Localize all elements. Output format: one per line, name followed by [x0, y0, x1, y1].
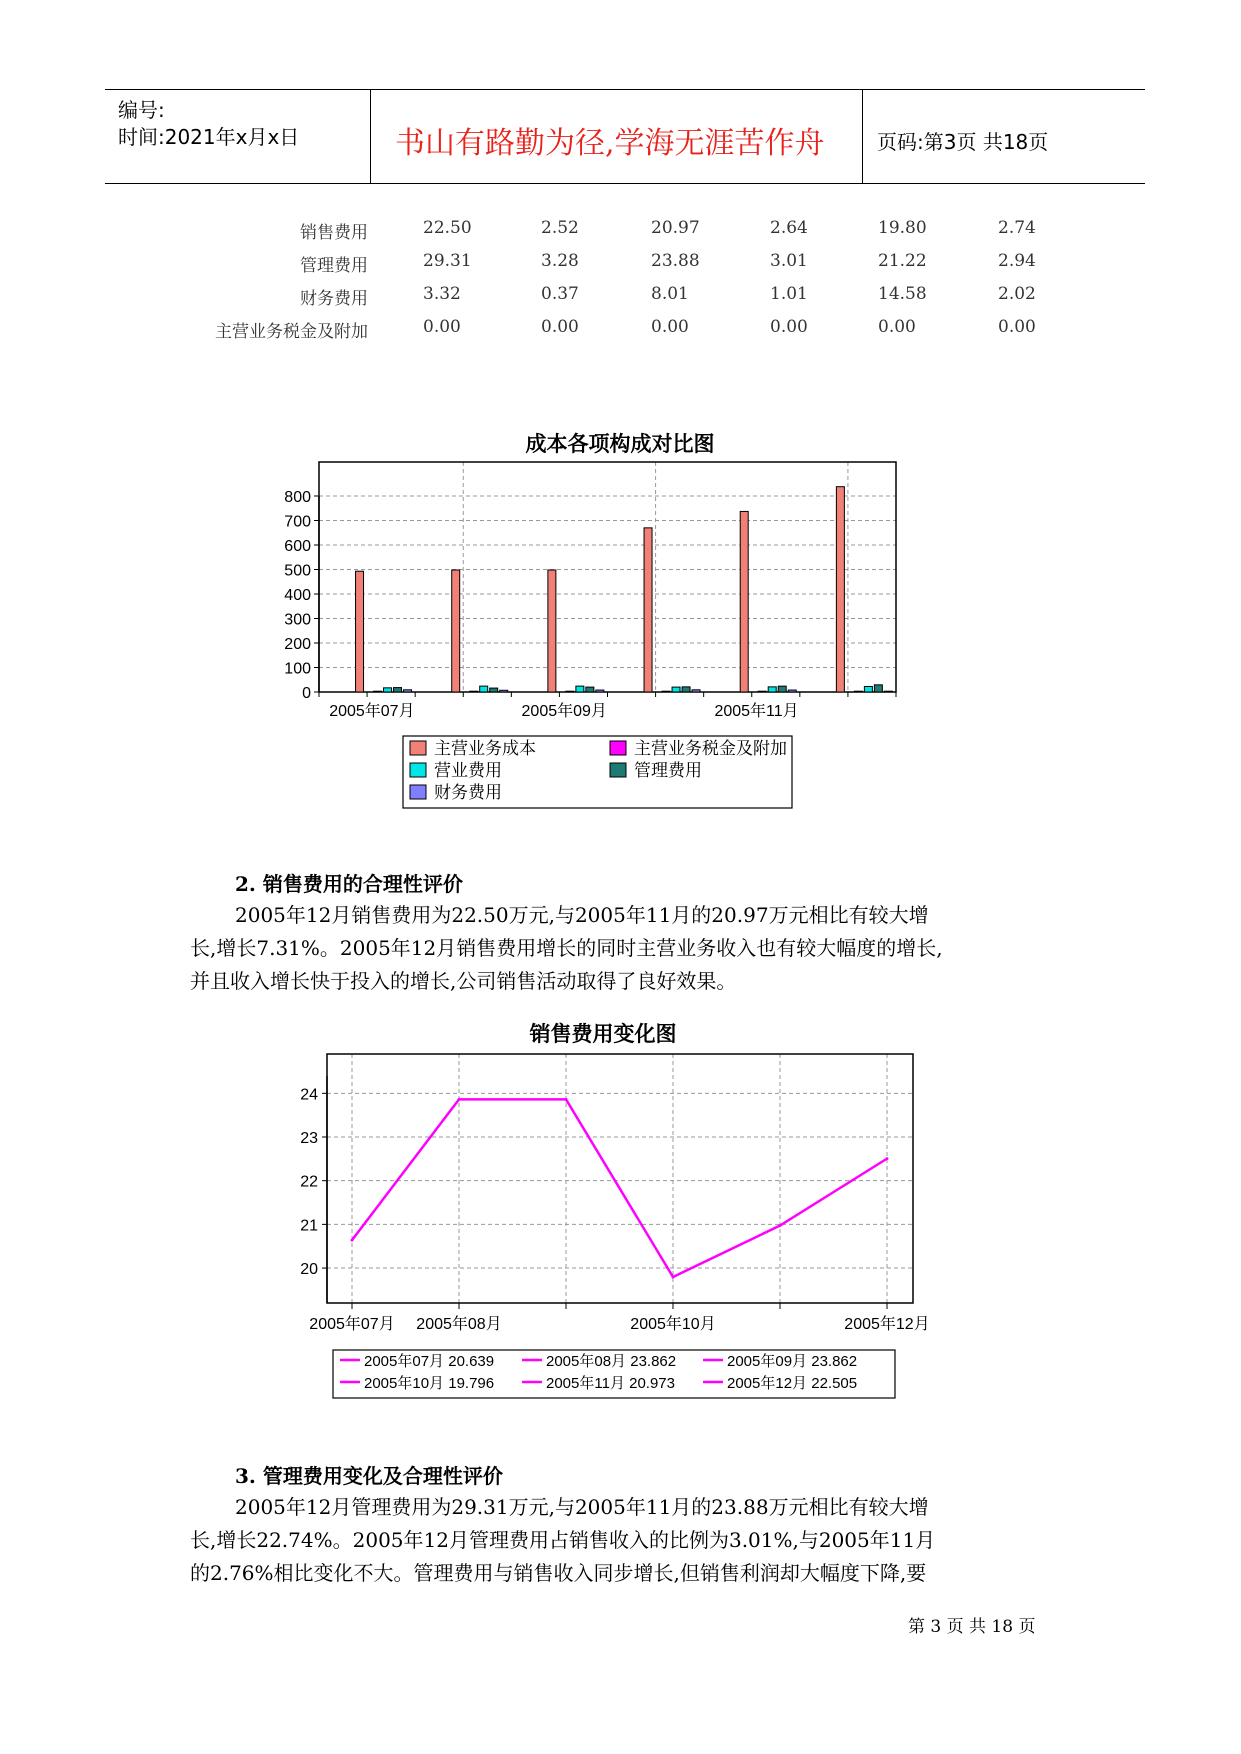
doc-number-label: 编号: — [118, 98, 165, 122]
bar — [394, 688, 402, 692]
table-cell: 2.74 — [998, 218, 1036, 238]
table-cell: 21.22 — [878, 251, 927, 271]
table-cell: 2.02 — [998, 284, 1036, 304]
table-cell: 23.88 — [651, 251, 700, 271]
row-label: 管理费用 — [300, 256, 368, 276]
table-cell: 8.01 — [651, 284, 689, 304]
doc-time-label: 时间:2021年x月x日 — [118, 125, 300, 149]
table-cell: 0.00 — [770, 317, 808, 337]
legend-swatch — [410, 785, 426, 799]
bar — [500, 690, 508, 692]
y-tick-label: 500 — [284, 562, 311, 580]
legend-label: 2005年12月 22.505 — [727, 1375, 858, 1392]
bar — [778, 686, 786, 692]
data-point — [565, 1098, 568, 1101]
header-divider-right — [862, 89, 863, 184]
bar — [470, 691, 478, 692]
table-cell: 0.00 — [878, 317, 916, 337]
table-cell: 3.01 — [770, 251, 808, 271]
paragraph-line: 2005年12月销售费用为22.50万元,与2005年11月的20.97万元相比有较大增 — [235, 903, 929, 927]
chart-title: 成本各项构成对比图 — [525, 432, 715, 456]
row-label: 财务费用 — [300, 289, 368, 309]
table-cell: 0.00 — [423, 317, 461, 337]
table-cell: 2.94 — [998, 251, 1036, 271]
row-label: 销售费用 — [300, 223, 368, 243]
legend-label: 2005年11月 20.973 — [546, 1375, 675, 1392]
y-tick-label: 24 — [300, 1086, 318, 1104]
chart-grid — [319, 462, 896, 692]
header-motto: 书山有路勤为径,学海无涯苦作舟 — [395, 126, 825, 161]
series-line — [352, 1099, 887, 1277]
bar — [404, 690, 412, 692]
page-footer: 第 3 页 共 18 页 — [908, 1617, 1036, 1637]
section-heading: 3. 管理费用变化及合理性评价 — [235, 1464, 503, 1488]
y-tick-label: 100 — [284, 660, 311, 678]
sales-expense-line-chart — [0, 1010, 1241, 1410]
legend-label: 营业费用 — [434, 761, 502, 780]
row-label: 主营业务税金及附加 — [215, 322, 368, 342]
y-tick-label: 600 — [284, 538, 311, 555]
plot-frame — [327, 1054, 913, 1303]
paragraph-line: 2005年12月管理费用为29.31万元,与2005年11月的23.88万元相比有较大增 — [235, 1495, 929, 1519]
paragraph-line: 长,增长7.31%。2005年12月销售费用增长的同时主营业务收入也有较大幅度的增长, — [190, 936, 943, 960]
bar — [480, 686, 488, 692]
y-tick-label: 23 — [300, 1130, 318, 1147]
data-point — [351, 1239, 354, 1242]
bar — [374, 691, 382, 692]
legend-label: 主营业务成本 — [434, 739, 536, 758]
bar — [864, 686, 872, 692]
paragraph-line: 长,增长22.74%。2005年12月管理费用占销售收入的比例为3.01%,与2005年11月 — [190, 1528, 936, 1552]
bar — [356, 571, 364, 692]
x-tick-label: 2005年08月 — [416, 1316, 502, 1333]
legend-swatch — [610, 763, 626, 777]
bar — [692, 690, 700, 692]
bar — [586, 687, 594, 692]
y-tick-label: 0 — [302, 685, 311, 702]
table-cell: 29.31 — [423, 251, 472, 271]
data-point — [886, 1157, 889, 1160]
table-cell: 2.64 — [770, 218, 808, 238]
chart-title: 销售费用变化图 — [529, 1022, 677, 1046]
bar — [490, 688, 498, 692]
x-tick-label: 2005年09月 — [521, 703, 607, 720]
table-cell: 14.58 — [878, 284, 927, 304]
data-point — [672, 1275, 675, 1278]
bar — [836, 487, 844, 692]
table-row — [0, 284, 1241, 314]
chart-legend — [333, 1350, 895, 1398]
table-cell: 20.97 — [651, 218, 700, 238]
line-series — [351, 1098, 889, 1279]
table-cell: 19.80 — [878, 218, 927, 238]
table-cell: 0.00 — [541, 317, 579, 337]
bar — [854, 691, 862, 692]
legend-swatch — [410, 763, 426, 777]
bar — [682, 687, 690, 692]
x-tick-label: 2005年10月 — [630, 1316, 716, 1333]
header-page-info: 页码:第3页 共18页 — [877, 130, 1049, 154]
legend-label: 2005年10月 19.796 — [364, 1375, 495, 1392]
x-tick-label: 2005年11月 — [714, 703, 799, 720]
bar — [758, 691, 766, 692]
y-axis — [300, 1076, 327, 1303]
section-heading: 2. 销售费用的合理性评价 — [235, 872, 463, 896]
bar — [884, 691, 892, 692]
table-cell: 22.50 — [423, 218, 472, 238]
bar — [672, 687, 680, 692]
bar-series — [356, 487, 893, 692]
legend-swatch — [610, 741, 626, 755]
table-row — [0, 218, 1241, 248]
legend-swatch — [410, 741, 426, 755]
header-top-rule — [105, 89, 1145, 90]
data-point — [779, 1224, 782, 1227]
y-tick-label: 22 — [300, 1173, 318, 1191]
table-cell: 2.52 — [541, 218, 579, 238]
legend-label: 主营业务税金及附加 — [634, 739, 787, 758]
x-tick-label: 2005年12月 — [844, 1316, 930, 1333]
bar — [662, 691, 670, 692]
table-cell: 0.00 — [651, 317, 689, 337]
table-row — [0, 251, 1241, 281]
bar — [548, 570, 556, 692]
legend-label: 管理费用 — [634, 761, 702, 780]
header-divider-left — [370, 89, 371, 184]
legend-label: 2005年09月 23.862 — [727, 1353, 858, 1370]
table-cell: 3.32 — [423, 284, 461, 304]
chart-grid — [327, 1054, 913, 1303]
y-tick-label: 700 — [284, 513, 311, 531]
legend-label: 财务费用 — [434, 783, 502, 802]
table-row — [0, 317, 1241, 347]
legend-label: 2005年08月 23.862 — [546, 1353, 677, 1370]
y-tick-label: 21 — [300, 1217, 318, 1235]
x-axis — [319, 692, 896, 720]
bar — [740, 511, 748, 692]
bar — [596, 690, 604, 692]
y-axis — [284, 489, 319, 702]
table-cell: 0.37 — [541, 284, 579, 304]
bar — [768, 687, 776, 692]
y-tick-label: 400 — [284, 587, 311, 604]
data-point — [458, 1098, 461, 1101]
bar — [452, 570, 460, 692]
table-cell: 0.00 — [998, 317, 1036, 337]
legend-label: 2005年07月 20.639 — [364, 1353, 495, 1370]
x-tick-label: 2005年07月 — [309, 1316, 395, 1333]
table-cell: 3.28 — [541, 251, 579, 271]
x-tick-label: 2005年07月 — [329, 703, 415, 720]
bar — [874, 685, 882, 692]
bar — [576, 686, 584, 692]
header-bottom-rule — [105, 183, 1145, 184]
bar — [644, 528, 652, 692]
y-tick-label: 20 — [300, 1261, 318, 1279]
chart-legend — [403, 736, 792, 808]
cost-composition-bar-chart — [0, 420, 1241, 820]
x-axis — [309, 1303, 929, 1333]
bar — [384, 688, 392, 692]
y-tick-label: 200 — [284, 636, 311, 653]
y-tick-label: 800 — [284, 489, 311, 506]
table-cell: 1.01 — [770, 284, 808, 304]
bar — [566, 691, 574, 692]
paragraph-line: 的2.76%相比变化不大。管理费用与销售收入同步增长,但销售利润却大幅度下降,要 — [190, 1561, 927, 1585]
bar — [788, 690, 796, 692]
paragraph-line: 并且收入增长快于投入的增长,公司销售活动取得了良好效果。 — [190, 969, 737, 993]
y-tick-label: 300 — [284, 611, 311, 629]
